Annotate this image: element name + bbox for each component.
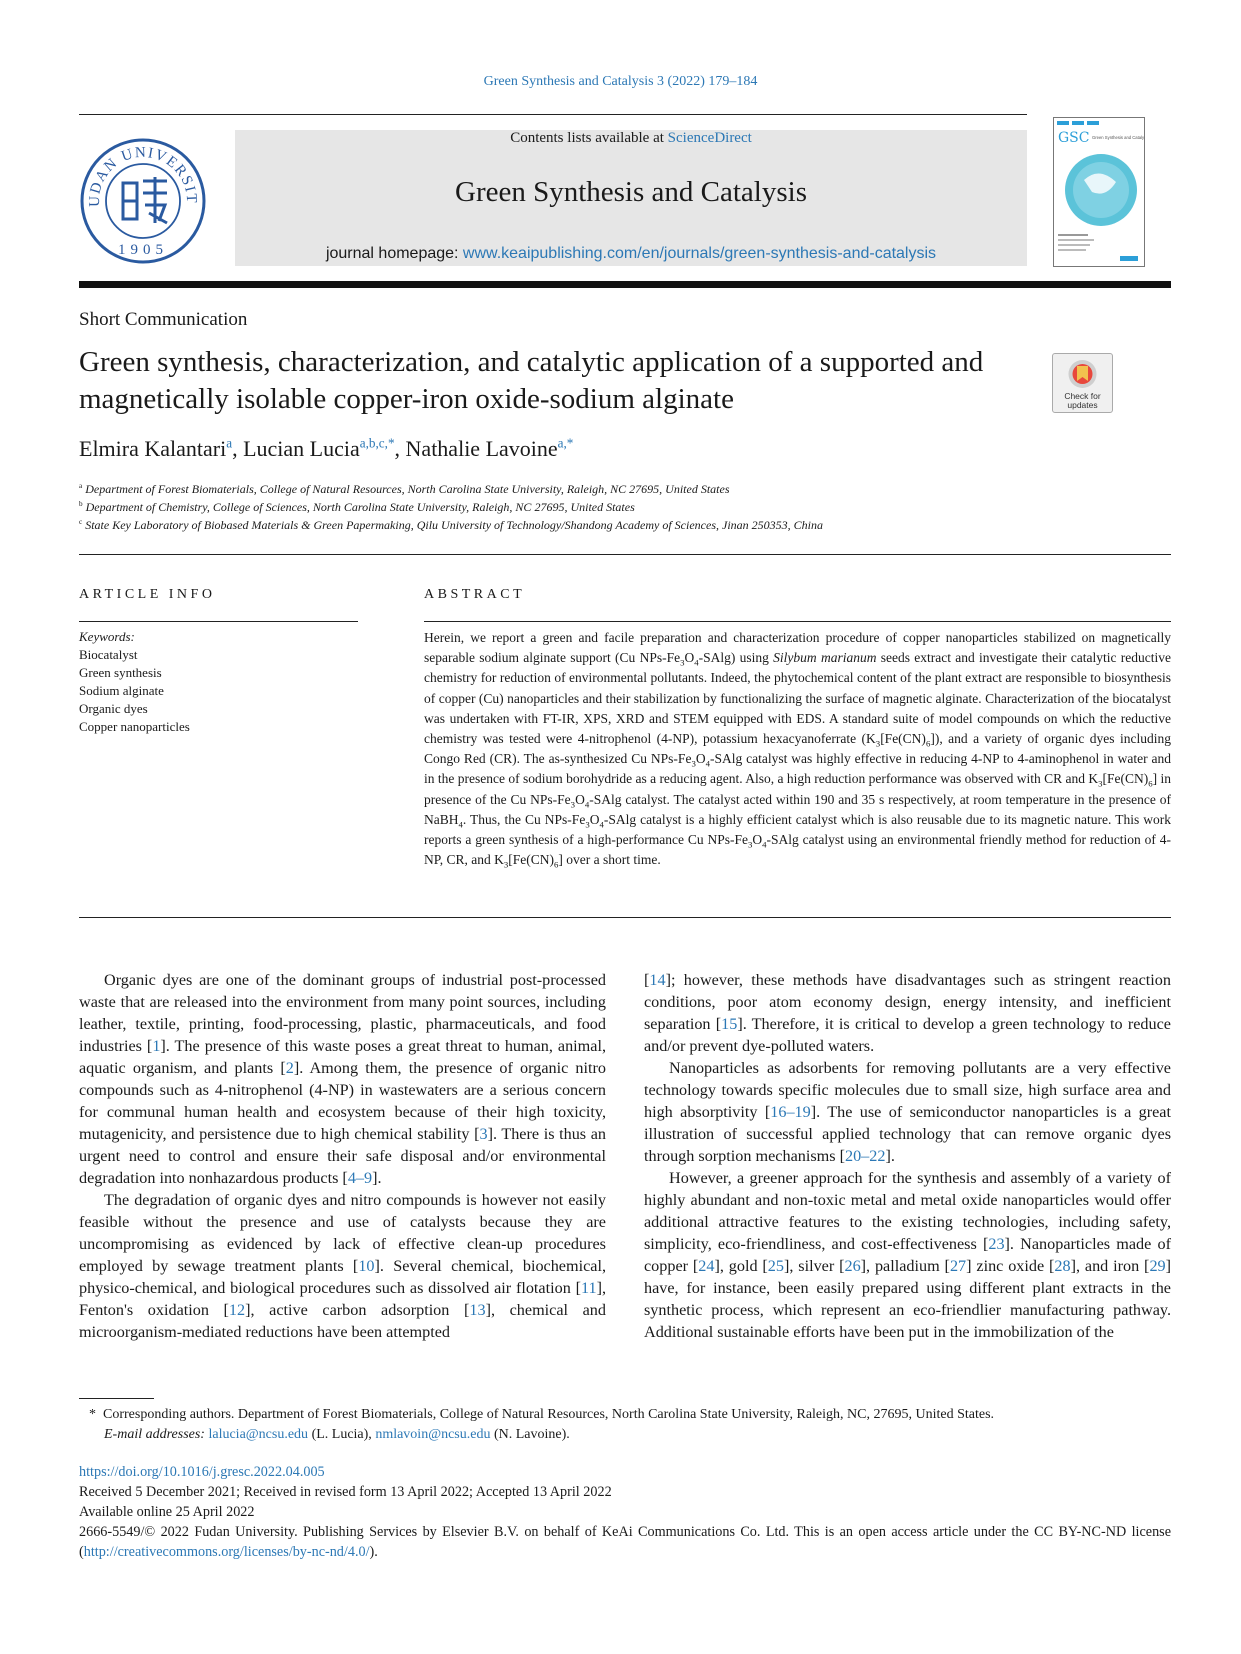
abstract-segment: seeds extract and investigate their catalytic reductive chemistry for reduction of environmental pollutants. Indeed, the phytochemical content of the plant extract are responsible to biosynthesis of copper (Cu) nanoparticles and their stabilization by functionalizing the surface of magnetic alginate. Characterization of the biocatalyst was undertaken with FT-IR, XPS, XRD and STEM equipped with EDS. A standard suite of model compounds on which the reductive chemistry was tested were 4-nitrophenol (4-NP), potassium hexacyanoferrate (K (424, 650, 1171, 747)
abstract-segment: -SAlg catalyst was highly effective in reducing 4-NP to 4-aminophenol in water and in the presence of sodium borohydride as a reducing agent. Also, a high reduction performance was observed with CR and K (424, 751, 1172, 787)
cover-title: Green Synthesis and Catalysis (1092, 135, 1144, 140)
body-paragraph (644, 969, 1171, 1057)
divider (79, 554, 1171, 555)
homepage-link[interactable]: www.keaipublishing.com/en/journals/green-synthesis-and-catalysis (462, 245, 937, 262)
body-text: ]. (885, 1147, 895, 1165)
body-text: ]. The use of semiconductor nanoparticles is a great illustration of successful applied technology that can remove organic dyes through sorption mechanisms [ (644, 1103, 1171, 1165)
citation-link[interactable]: 28 (1054, 1257, 1071, 1275)
author-list (79, 436, 573, 462)
citation-link[interactable]: 3 (479, 1125, 488, 1143)
author-affiliation-marker[interactable]: a,* (557, 435, 574, 451)
homepage-line: journal homepage: www.keaipublishing.com/en/journals/green-synthesis-and-catalysis (325, 245, 937, 262)
abstract-segment: [Fe(CN) (1102, 771, 1149, 787)
abstract-segment: O (752, 832, 763, 848)
subscript: 3 (875, 738, 881, 749)
body-text: ]. There is thus an urgent need to control and ensure their safe disposal and/or environmental degradation into nonhazardous products [ (79, 1125, 606, 1187)
article-type: Short Communication (79, 309, 248, 330)
abstract-segment: [Fe(CN) (880, 731, 926, 747)
body-text: However, a greener approach for the synthesis and assembly of a variety of highly abundant and non-toxic metal and metal oxide nanoparticles would offer additional attractive features to the existing technologies, including safety, simplicity, eco-friendliness, and cost-effectiveness [ (644, 1169, 1171, 1253)
email-link[interactable]: nmlavoin@ncsu.edu (375, 1427, 491, 1442)
body-text: [ (644, 971, 650, 989)
body-text: ]. Nanoparticles made of copper [ (644, 1235, 1171, 1275)
journal-banner (235, 130, 1027, 266)
body-text: ]; however, these methods have disadvantages such as stringent reaction conditions, poor atom economy design, energy intensity, and inefficient separation [ (644, 971, 1171, 1033)
subscript: 3 (585, 819, 590, 830)
keyword-item: Organic dyes (79, 701, 148, 716)
body-text: ], palladium [ (860, 1257, 950, 1275)
body-text: The degradation of organic dyes and nitro compounds is however not easily feasible without the presence and use of catalysts because they are uncompromising as evidenced by lack of effective clean-up procedures employed by sewage treatment plants [ (79, 1191, 606, 1275)
abstract-segment: ]), and a variety of organic dyes including Congo Red (CR). The as-synthesized Cu NPs-Fe (424, 731, 1171, 767)
body-text: ]. Among them, the presence of organic nitro compounds such as 4-nitrophenol (4-NP) in wastewaters are a serious concern for communal human health and ecosystem because of their high toxicity, mutagenicity, and persistence due to high chemical stability [ (79, 1059, 606, 1143)
abstract-segment: Herein, we report a green and facile preparation and characterization procedure of copper nanoparticles stabilized on magnetically separable sodium alginate support (Cu NPs-Fe (424, 630, 1171, 666)
subscript: 4 (762, 839, 767, 850)
svg-text:Check for: Check for (1064, 391, 1101, 401)
subscript: 6 (925, 738, 931, 749)
abstract-segment: -SAlg catalyst using an environmental friendly method for reduction of 4-NP, CR, and K (424, 832, 1171, 868)
abstract-text (424, 628, 1171, 870)
body-text: ]. Therefore, it is critical to develop a green technology to reduce and/or prevent dye-polluted waters. (644, 1015, 1171, 1055)
abstract-heading: ABSTRACT (424, 587, 526, 602)
author-separator: , (394, 436, 406, 461)
body-paragraph (644, 1167, 1171, 1343)
divider (424, 621, 1171, 622)
abstract-segment: [Fe(CN) (508, 852, 555, 868)
abstract-segment: O (575, 791, 585, 807)
abstract-segment: Silybum marianum (773, 650, 877, 666)
license-link[interactable]: http://creativecommons.org/licenses/by-nc-nd/4.0/ (83, 1544, 370, 1560)
abstract-segment: O (695, 751, 706, 767)
abstract-segment: -SAlg catalyst is a highly efficient catalyst which is also reusable due to its magnetic nature. This work reports a green synthesis of a high-performance Cu NPs-Fe (424, 811, 1171, 848)
subscript: 3 (680, 657, 685, 668)
abstract-segment: ] over a short time. (558, 852, 661, 868)
body-text: ]. The presence of this waste poses a great threat to human, animal, aquatic organism, and plants [ (79, 1037, 606, 1077)
subscript: 3 (691, 758, 696, 769)
abstract-segment: ] in presence of the Cu NPs-Fe (424, 771, 1171, 807)
article-info-heading: ARTICLE INFO (79, 587, 216, 602)
available-online: Available online 25 April 2022 (79, 1504, 255, 1520)
keywords-block (79, 628, 190, 736)
body-text: ], active carbon adsorption [ (245, 1301, 470, 1319)
header-rule (79, 281, 1171, 288)
abstract-segment: -SAlg catalyst. The catalyst acted within 190 and 35 s respectively, at room temperature in the presence of NaBH (424, 791, 1172, 827)
citation-link[interactable]: 23 (988, 1235, 1005, 1253)
body-paragraph (79, 969, 606, 1189)
subscript: 4 (458, 819, 463, 830)
check-for-updates-badge[interactable] (1052, 353, 1113, 413)
citation-link[interactable]: 16–19 (770, 1103, 811, 1121)
author-name: Elmira Kalantari (79, 436, 227, 461)
received-dates: Received 5 December 2021; Received in revised form 13 April 2022; Accepted 13 April 2022 (79, 1484, 612, 1500)
body-text: ]. (372, 1169, 382, 1187)
divider (79, 114, 1027, 115)
svg-text:updates: updates (1067, 400, 1098, 410)
citation-link[interactable]: 4–9 (347, 1169, 373, 1187)
citation-link[interactable]: 11 (580, 1279, 597, 1297)
keyword-item: Green synthesis (79, 665, 162, 680)
abstract-segment: O (589, 811, 600, 827)
body-text: ]. Several chemical, biochemical, physico-chemical, and biological procedures such as dissolved air flotation [ (79, 1257, 606, 1297)
keywords-label: Keywords: (79, 629, 135, 644)
author-affiliation-marker[interactable]: a,b,c,* (359, 435, 395, 451)
body-text: Organic dyes are one of the dominant groups of industrial post-processed waste that are released into the environment from many point sources, including leather, textile, printing, food-processing, plastic, pharmaceuticals, and food industries [ (79, 971, 606, 1055)
author-affiliation-marker[interactable]: a (226, 435, 233, 451)
license-statement: 2666-5549/© 2022 Fudan University. Publishing Services by Elsevier B.V. on behalf of KeAi Communications Co. Ltd. This is an open access article under the CC BY-NC-ND license (http://creativecommons.org/licenses/by-nc-nd/4.0/). (79, 1524, 1171, 1560)
keyword-item: Copper nanoparticles (79, 719, 190, 734)
university-logo (79, 137, 207, 265)
author-separator: , (232, 436, 244, 461)
affiliation-c: $^c$ State Key Laboratory of Biobased Materials & Green Papermaking, Qilu University of Technology/Shandong Academy of Sciences, Jinan 250353, China (79, 518, 823, 532)
body-text: ], and iron [ (1070, 1257, 1150, 1275)
affiliation-b: $^b$ Department of Chemistry, College of Sciences, North Carolina State University, Raleigh, NC 27695, United States (79, 500, 635, 514)
body-text: ] zinc oxide [ (966, 1257, 1055, 1275)
article-title: Green synthesis, characterization, and catalytic application of a supported and magnetically isolable copper-iron oxide-sodium alginate (79, 346, 984, 415)
affiliation-a: $^a$ Department of Forest Biomaterials, College of Natural Resources, North Carolina State University, Raleigh, NC 27695, United States (79, 482, 730, 496)
citation-link[interactable]: 20–22 (844, 1147, 886, 1165)
divider (79, 917, 1171, 918)
body-text: ], chemical and microorganism-mediated reductions have been attempted (79, 1301, 606, 1341)
citation-link[interactable]: 15 (721, 1015, 738, 1033)
svg-text:FUDAN UNIVERSITY (79, 137, 199, 207)
subscript: 6 (1148, 779, 1153, 790)
citation-link[interactable]: 10 (358, 1257, 375, 1275)
citation-link[interactable]: 13 (469, 1301, 486, 1319)
journal-reference[interactable]: Green Synthesis and Catalysis 3 (2022) 179–184 (483, 74, 758, 89)
body-text: ], Fenton's oxidation [ (79, 1279, 606, 1319)
email-link[interactable]: lalucia@ncsu.edu (208, 1427, 309, 1442)
subscript: 4 (694, 657, 699, 668)
footnote-rule (79, 1398, 154, 1399)
citation-link[interactable]: 24 (698, 1257, 715, 1275)
author-name: Nathalie Lavoine (405, 436, 558, 461)
keyword-item: Sodium alginate (79, 683, 164, 698)
journal-title: Green Synthesis and Catalysis (455, 176, 807, 208)
abstract-segment: . Thus, the Cu NPs-Fe (462, 811, 586, 827)
journal-cover (1053, 117, 1145, 267)
logo-year: 1905 (118, 242, 168, 258)
subscript: 3 (748, 839, 753, 850)
subscript: 4 (599, 819, 604, 830)
contents-line: Contents lists available at ScienceDirect (510, 130, 752, 146)
citation-link[interactable]: 27 (949, 1257, 967, 1275)
body-column-right (644, 969, 1171, 1343)
citation-link[interactable]: 2 (285, 1059, 294, 1077)
body-column-left (79, 969, 606, 1343)
sciencedirect-link[interactable]: ScienceDirect (667, 130, 752, 146)
body-text: ], silver [ (783, 1257, 845, 1275)
footnote: * Corresponding authors. Department of Forest Biomaterials, College of Natural Resources, North Carolina State University, Raleigh, NC, 27695, United States. E-mail addresses: lalucia@ncsu.edu (L. Lucia), nmlavoin@ncsu.edu (N. Lavoine). (89, 1407, 995, 1442)
publication-info (79, 1462, 1171, 1562)
body-paragraph (644, 1057, 1171, 1167)
keyword-item: Biocatalyst (79, 647, 138, 662)
subscript: 3 (1098, 779, 1103, 790)
body-text: ], gold [ (714, 1257, 768, 1275)
subscript: 3 (503, 859, 509, 870)
divider (79, 621, 358, 622)
subscript: 6 (554, 859, 559, 870)
body-text: ] have, for instance, been easily prepared using different plant extracts in the synthetic process, which represent an eco-friendlier manufacturing pathway. Additional sustainable efforts have been put in the immobilization of the (644, 1257, 1172, 1341)
citation-link[interactable]: 25 (767, 1257, 784, 1275)
abstract-segment: -SAlg) using (698, 650, 774, 666)
citation-link[interactable]: 12 (228, 1301, 246, 1319)
logo-text: UDAN UNIVERSIT (86, 144, 200, 207)
body-text: Nanoparticles as adsorbents for removing pollutants are a very effective technology towards specific molecules due to small size, high surface area and high absorptivity [ (644, 1059, 1171, 1121)
body-paragraph (79, 1189, 606, 1343)
citation-link[interactable]: 26 (844, 1257, 861, 1275)
citation-link[interactable]: 1 (152, 1037, 161, 1055)
author-name: Lucian Lucia (243, 436, 360, 461)
cover-abbrev: GSC (1058, 130, 1090, 146)
citation-link[interactable]: 29 (1149, 1257, 1166, 1275)
subscript: 3 (570, 799, 576, 810)
subscript: 4 (705, 758, 710, 769)
subscript: 4 (584, 799, 590, 810)
doi-link[interactable]: https://doi.org/10.1016/j.gresc.2022.04.005 (79, 1464, 325, 1480)
citation-link[interactable]: 14 (649, 971, 666, 989)
abstract-segment: O (684, 650, 695, 666)
